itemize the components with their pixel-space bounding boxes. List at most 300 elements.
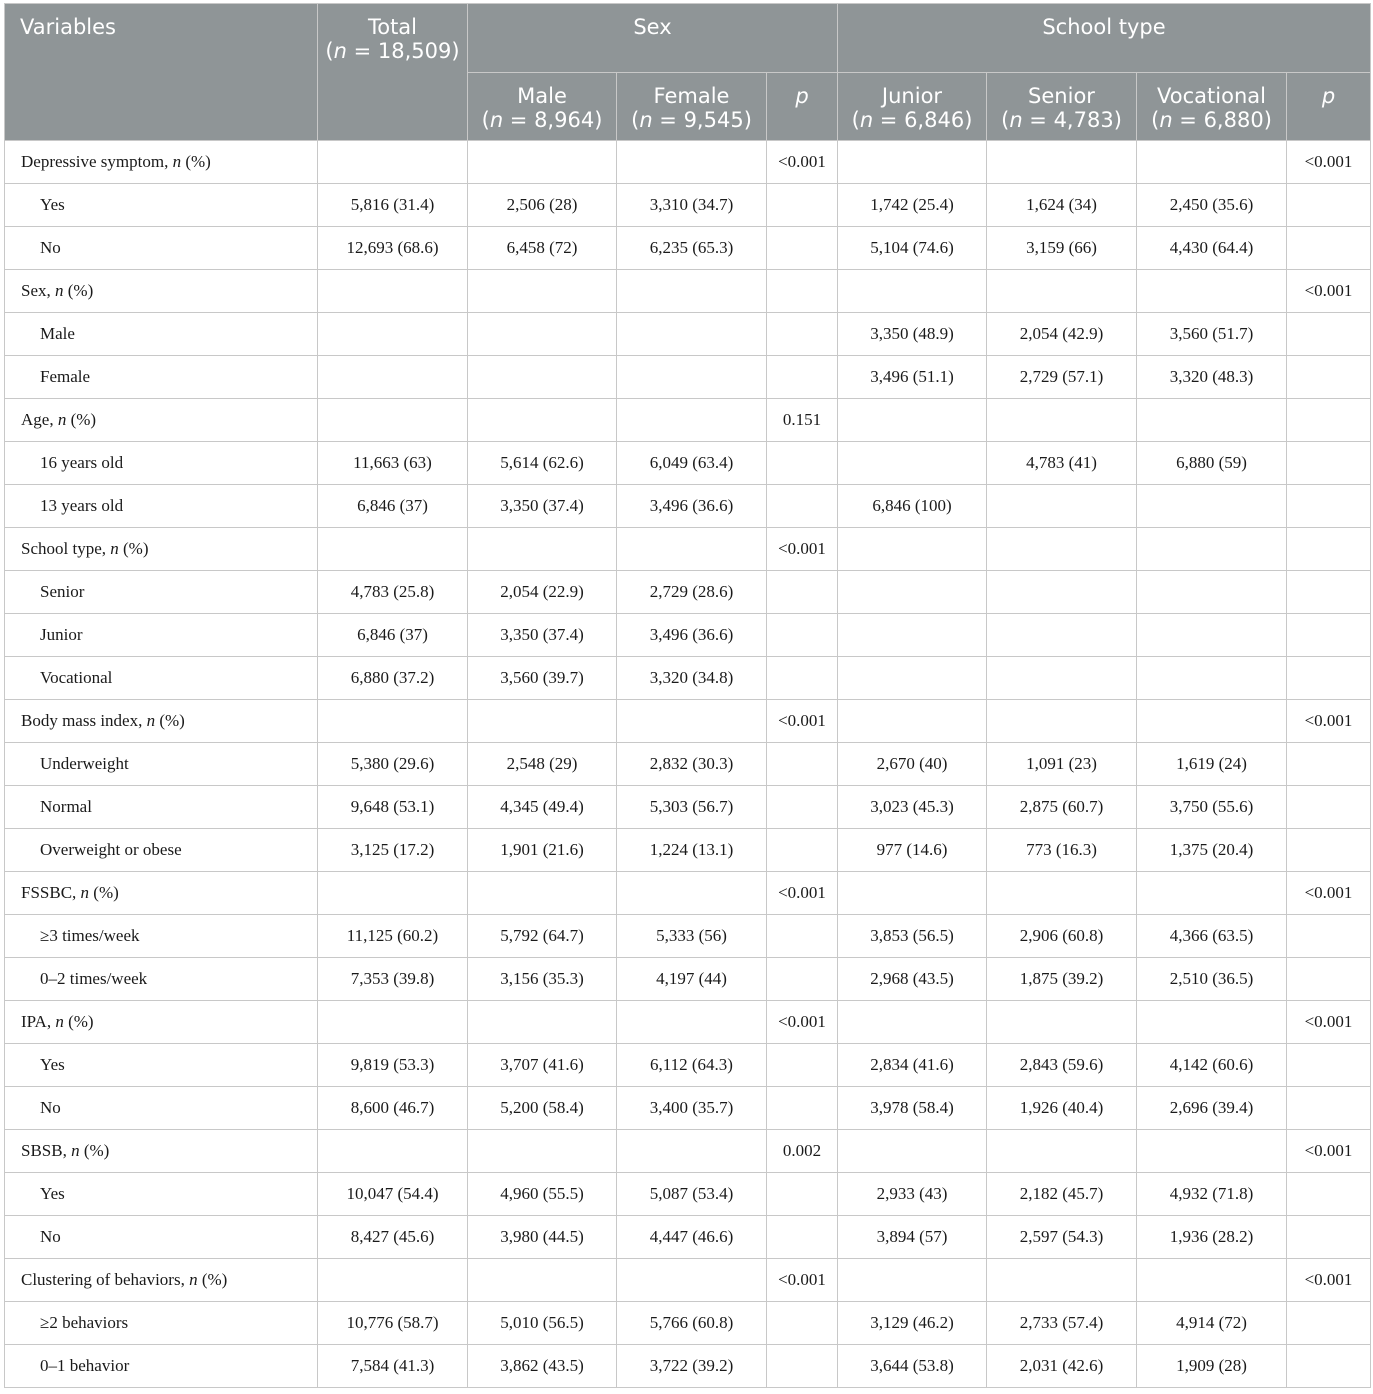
male-cell [468, 356, 617, 399]
senior-cell [987, 614, 1137, 657]
school-p-cell [1287, 313, 1371, 356]
male-cell: 3,560 (39.7) [468, 657, 617, 700]
table-row [5, 915, 1371, 958]
vocational-cell: 2,696 (39.4) [1137, 1087, 1287, 1130]
junior-cell: 6,846 (100) [838, 485, 987, 528]
sex-p-cell [767, 571, 838, 614]
vocational-cell: 1,375 (20.4) [1137, 829, 1287, 872]
junior-cell [838, 528, 987, 571]
senior-cell [987, 528, 1137, 571]
table-row [5, 657, 1371, 700]
senior-cell: 2,597 (54.3) [987, 1216, 1137, 1259]
vocational-cell: 6,880 (59) [1137, 442, 1287, 485]
total-cell: 4,783 (25.8) [318, 571, 468, 614]
male-cell [468, 141, 617, 184]
vocational-cell [1137, 399, 1287, 442]
school-p-cell [1287, 227, 1371, 270]
female-cell: 4,447 (46.6) [617, 1216, 767, 1259]
sex-group-header: Sex [468, 4, 838, 73]
variable-label: Junior [5, 614, 318, 657]
sex-p-cell [767, 485, 838, 528]
sex-p-cell [767, 1345, 838, 1388]
female-cell: 3,320 (34.8) [617, 657, 767, 700]
sex-p-cell [767, 1173, 838, 1216]
table-row [5, 1087, 1371, 1130]
female-cell [617, 700, 767, 743]
male-label: Male [517, 84, 567, 108]
school-p-cell [1287, 743, 1371, 786]
school-p-cell [1287, 442, 1371, 485]
table-header [5, 4, 1371, 141]
junior-cell [838, 399, 987, 442]
table-row [5, 958, 1371, 1001]
male-cell [468, 528, 617, 571]
junior-cell: 3,853 (56.5) [838, 915, 987, 958]
male-header [468, 73, 617, 141]
sex-p-cell: <0.001 [767, 1001, 838, 1044]
male-cell [468, 313, 617, 356]
school-p-cell [1287, 1216, 1371, 1259]
senior-cell: 1,926 (40.4) [987, 1087, 1137, 1130]
female-cell [617, 141, 767, 184]
sex-p-cell: <0.001 [767, 1259, 838, 1302]
variable-label: IPA, n (%) [5, 1001, 318, 1044]
female-cell: 3,496 (36.6) [617, 485, 767, 528]
vocational-cell [1137, 614, 1287, 657]
table-row [5, 1345, 1371, 1388]
sex-p-cell [767, 915, 838, 958]
table-row [5, 786, 1371, 829]
total-cell [318, 700, 468, 743]
female-cell: 3,722 (39.2) [617, 1345, 767, 1388]
vocational-cell: 3,560 (51.7) [1137, 313, 1287, 356]
vocational-n: (n = 6,880) [1151, 108, 1272, 132]
total-cell: 7,353 (39.8) [318, 958, 468, 1001]
senior-cell: 773 (16.3) [987, 829, 1137, 872]
male-cell: 4,345 (49.4) [468, 786, 617, 829]
male-cell [468, 1001, 617, 1044]
vocational-cell: 4,430 (64.4) [1137, 227, 1287, 270]
senior-cell [987, 1259, 1137, 1302]
female-cell [617, 1130, 767, 1173]
female-cell [617, 872, 767, 915]
vocational-cell [1137, 700, 1287, 743]
female-cell [617, 1259, 767, 1302]
total-cell: 10,776 (58.7) [318, 1302, 468, 1345]
vocational-cell [1137, 657, 1287, 700]
school-p-cell [1287, 571, 1371, 614]
sex-p-cell [767, 1302, 838, 1345]
female-cell: 4,197 (44) [617, 958, 767, 1001]
sex-p-cell [767, 1044, 838, 1087]
female-cell: 2,729 (28.6) [617, 571, 767, 614]
junior-cell: 2,968 (43.5) [838, 958, 987, 1001]
table-row [5, 227, 1371, 270]
total-cell [318, 270, 468, 313]
variable-label: Yes [5, 1044, 318, 1087]
school-p-cell: <0.001 [1287, 700, 1371, 743]
junior-cell [838, 1259, 987, 1302]
total-cell: 7,584 (41.3) [318, 1345, 468, 1388]
male-cell: 2,548 (29) [468, 743, 617, 786]
senior-cell: 2,031 (42.6) [987, 1345, 1137, 1388]
vocational-cell: 4,366 (63.5) [1137, 915, 1287, 958]
male-cell: 5,010 (56.5) [468, 1302, 617, 1345]
junior-cell: 2,834 (41.6) [838, 1044, 987, 1087]
senior-cell [987, 1130, 1137, 1173]
school-p-cell: <0.001 [1287, 1130, 1371, 1173]
table-row [5, 313, 1371, 356]
total-cell [318, 1001, 468, 1044]
sex-p-cell [767, 743, 838, 786]
female-cell: 5,766 (60.8) [617, 1302, 767, 1345]
total-label: Total [367, 15, 418, 39]
male-n: (n = 8,964) [481, 108, 603, 132]
sex-p-cell: <0.001 [767, 872, 838, 915]
variable-label: 0–1 behavior [5, 1345, 318, 1388]
junior-label: Junior [881, 84, 943, 108]
variable-label: Overweight or obese [5, 829, 318, 872]
school-p-cell [1287, 184, 1371, 227]
vocational-cell: 1,909 (28) [1137, 1345, 1287, 1388]
sex-p-cell [767, 958, 838, 1001]
junior-cell: 2,670 (40) [838, 743, 987, 786]
senior-cell: 4,783 (41) [987, 442, 1137, 485]
total-cell: 6,846 (37) [318, 485, 468, 528]
total-cell: 9,648 (53.1) [318, 786, 468, 829]
senior-cell: 3,159 (66) [987, 227, 1137, 270]
category-row [5, 1259, 1371, 1302]
male-cell [468, 700, 617, 743]
table-row [5, 829, 1371, 872]
variable-label: 16 years old [5, 442, 318, 485]
vocational-cell [1137, 1130, 1287, 1173]
variable-label: Yes [5, 1173, 318, 1216]
female-cell: 1,224 (13.1) [617, 829, 767, 872]
sex-p-cell [767, 270, 838, 313]
senior-cell: 2,729 (57.1) [987, 356, 1137, 399]
male-cell [468, 872, 617, 915]
variable-label: Underweight [5, 743, 318, 786]
variable-label: No [5, 227, 318, 270]
school-p-header: p [1287, 73, 1371, 141]
sex-p-header: p [767, 73, 838, 141]
female-cell: 6,235 (65.3) [617, 227, 767, 270]
table-row [5, 1044, 1371, 1087]
male-cell: 2,054 (22.9) [468, 571, 617, 614]
category-row [5, 399, 1371, 442]
sex-p-cell: <0.001 [767, 141, 838, 184]
data-table [4, 3, 1371, 1388]
school-p-cell: <0.001 [1287, 1259, 1371, 1302]
vocational-cell [1137, 1259, 1287, 1302]
table-row [5, 485, 1371, 528]
vocational-cell: 1,619 (24) [1137, 743, 1287, 786]
sex-p-cell [767, 657, 838, 700]
senior-n: (n = 4,783) [1001, 108, 1122, 132]
senior-cell: 1,875 (39.2) [987, 958, 1137, 1001]
senior-cell: 1,624 (34) [987, 184, 1137, 227]
variable-label: Senior [5, 571, 318, 614]
variable-label: Male [5, 313, 318, 356]
table-row [5, 184, 1371, 227]
vocational-header [1137, 73, 1287, 141]
senior-cell [987, 657, 1137, 700]
senior-cell [987, 485, 1137, 528]
school-p-cell [1287, 399, 1371, 442]
sex-p-cell [767, 356, 838, 399]
school-p-cell [1287, 915, 1371, 958]
sex-p-cell: 0.002 [767, 1130, 838, 1173]
sex-p-cell [767, 1087, 838, 1130]
vocational-cell [1137, 1001, 1287, 1044]
variable-label: School type, n (%) [5, 528, 318, 571]
female-label: Female [653, 84, 730, 108]
category-row [5, 141, 1371, 184]
table-row [5, 743, 1371, 786]
variable-label: Age, n (%) [5, 399, 318, 442]
school-p-cell [1287, 356, 1371, 399]
male-cell [468, 1259, 617, 1302]
female-cell [617, 528, 767, 571]
junior-cell [838, 872, 987, 915]
total-cell: 3,125 (17.2) [318, 829, 468, 872]
vocational-cell [1137, 485, 1287, 528]
table-row [5, 1216, 1371, 1259]
junior-cell: 3,978 (58.4) [838, 1087, 987, 1130]
junior-cell: 977 (14.6) [838, 829, 987, 872]
vocational-cell: 2,510 (36.5) [1137, 958, 1287, 1001]
senior-cell [987, 700, 1137, 743]
male-cell: 6,458 (72) [468, 227, 617, 270]
total-cell: 11,663 (63) [318, 442, 468, 485]
vocational-cell: 4,914 (72) [1137, 1302, 1287, 1345]
total-cell: 10,047 (54.4) [318, 1173, 468, 1216]
female-cell: 3,496 (36.6) [617, 614, 767, 657]
female-cell [617, 399, 767, 442]
vocational-label: Vocational [1157, 84, 1266, 108]
variable-label: Clustering of behaviors, n (%) [5, 1259, 318, 1302]
total-cell [318, 356, 468, 399]
junior-header [838, 73, 987, 141]
sex-p-cell [767, 614, 838, 657]
table-row [5, 442, 1371, 485]
senior-cell [987, 399, 1137, 442]
total-cell: 8,427 (45.6) [318, 1216, 468, 1259]
junior-cell: 3,894 (57) [838, 1216, 987, 1259]
school-p-cell [1287, 1302, 1371, 1345]
female-cell: 2,832 (30.3) [617, 743, 767, 786]
vocational-cell: 4,932 (71.8) [1137, 1173, 1287, 1216]
senior-cell: 2,843 (59.6) [987, 1044, 1137, 1087]
senior-label: Senior [1028, 84, 1095, 108]
senior-cell [987, 270, 1137, 313]
school-p-cell: <0.001 [1287, 141, 1371, 184]
sex-p-cell [767, 1216, 838, 1259]
total-cell: 12,693 (68.6) [318, 227, 468, 270]
female-cell: 6,049 (63.4) [617, 442, 767, 485]
variable-label: 0–2 times/week [5, 958, 318, 1001]
category-row [5, 872, 1371, 915]
school-p-cell [1287, 958, 1371, 1001]
total-cell: 5,380 (29.6) [318, 743, 468, 786]
senior-cell: 2,054 (42.9) [987, 313, 1137, 356]
vocational-cell: 4,142 (60.6) [1137, 1044, 1287, 1087]
variable-label: No [5, 1216, 318, 1259]
table-row [5, 356, 1371, 399]
junior-cell: 5,104 (74.6) [838, 227, 987, 270]
total-cell: 5,816 (31.4) [318, 184, 468, 227]
school-p-cell: <0.001 [1287, 872, 1371, 915]
table-body [5, 141, 1371, 1388]
vocational-cell: 3,750 (55.6) [1137, 786, 1287, 829]
table-row [5, 571, 1371, 614]
school-p-cell [1287, 657, 1371, 700]
total-cell [318, 313, 468, 356]
female-cell: 6,112 (64.3) [617, 1044, 767, 1087]
sex-p-cell [767, 442, 838, 485]
junior-cell [838, 270, 987, 313]
senior-cell [987, 872, 1137, 915]
vocational-cell [1137, 141, 1287, 184]
senior-cell: 2,733 (57.4) [987, 1302, 1137, 1345]
sex-p-cell: <0.001 [767, 528, 838, 571]
female-cell: 3,400 (35.7) [617, 1087, 767, 1130]
school-p-cell [1287, 829, 1371, 872]
junior-cell [838, 657, 987, 700]
variable-label: Female [5, 356, 318, 399]
school-p-cell [1287, 528, 1371, 571]
male-cell: 5,792 (64.7) [468, 915, 617, 958]
variable-label: Vocational [5, 657, 318, 700]
category-row [5, 1130, 1371, 1173]
senior-cell: 2,906 (60.8) [987, 915, 1137, 958]
total-cell [318, 1130, 468, 1173]
senior-header [987, 73, 1137, 141]
total-cell: 6,880 (37.2) [318, 657, 468, 700]
male-cell [468, 399, 617, 442]
vocational-cell [1137, 571, 1287, 614]
sex-p-cell [767, 227, 838, 270]
variable-label: No [5, 1087, 318, 1130]
total-cell: 8,600 (46.7) [318, 1087, 468, 1130]
vocational-cell: 3,320 (48.3) [1137, 356, 1287, 399]
sex-p-cell: 0.151 [767, 399, 838, 442]
junior-cell: 1,742 (25.4) [838, 184, 987, 227]
male-cell [468, 1130, 617, 1173]
variable-label: Body mass index, n (%) [5, 700, 318, 743]
school-p-cell: <0.001 [1287, 270, 1371, 313]
school-p-cell [1287, 614, 1371, 657]
sex-p-cell [767, 313, 838, 356]
variable-label: ≥2 behaviors [5, 1302, 318, 1345]
senior-cell [987, 571, 1137, 614]
female-header [617, 73, 767, 141]
male-cell: 1,901 (21.6) [468, 829, 617, 872]
junior-cell: 3,350 (48.9) [838, 313, 987, 356]
school-p-cell [1287, 485, 1371, 528]
sex-p-cell: <0.001 [767, 700, 838, 743]
male-cell: 5,614 (62.6) [468, 442, 617, 485]
vocational-cell: 1,936 (28.2) [1137, 1216, 1287, 1259]
variable-label: Depressive symptom, n (%) [5, 141, 318, 184]
variable-label: Sex, n (%) [5, 270, 318, 313]
junior-cell: 3,496 (51.1) [838, 356, 987, 399]
female-cell [617, 356, 767, 399]
junior-cell: 3,644 (53.8) [838, 1345, 987, 1388]
male-cell: 2,506 (28) [468, 184, 617, 227]
school-p-cell [1287, 1345, 1371, 1388]
variables-header: Variables [5, 4, 318, 141]
female-cell: 5,087 (53.4) [617, 1173, 767, 1216]
total-header [318, 4, 468, 141]
variable-label: Yes [5, 184, 318, 227]
female-cell [617, 313, 767, 356]
male-cell [468, 270, 617, 313]
total-cell: 11,125 (60.2) [318, 915, 468, 958]
senior-cell: 2,875 (60.7) [987, 786, 1137, 829]
junior-cell: 3,129 (46.2) [838, 1302, 987, 1345]
junior-cell [838, 1130, 987, 1173]
junior-n: (n = 6,846) [851, 108, 973, 132]
male-cell: 3,707 (41.6) [468, 1044, 617, 1087]
variable-label: FSSBC, n (%) [5, 872, 318, 915]
junior-cell: 2,933 (43) [838, 1173, 987, 1216]
junior-cell [838, 571, 987, 614]
table-row [5, 1173, 1371, 1216]
female-n: (n = 9,545) [631, 108, 752, 132]
male-cell: 5,200 (58.4) [468, 1087, 617, 1130]
senior-cell [987, 1001, 1137, 1044]
total-cell [318, 872, 468, 915]
category-row [5, 700, 1371, 743]
male-cell: 3,350 (37.4) [468, 614, 617, 657]
school-p-cell [1287, 1173, 1371, 1216]
junior-cell [838, 614, 987, 657]
school-p-cell [1287, 1044, 1371, 1087]
female-cell [617, 1001, 767, 1044]
male-cell: 3,156 (35.3) [468, 958, 617, 1001]
female-cell: 5,333 (56) [617, 915, 767, 958]
school-type-group-header: School type [838, 4, 1371, 73]
total-cell [318, 141, 468, 184]
school-p-cell [1287, 786, 1371, 829]
variable-label: SBSB, n (%) [5, 1130, 318, 1173]
total-cell: 6,846 (37) [318, 614, 468, 657]
vocational-cell [1137, 270, 1287, 313]
vocational-cell [1137, 528, 1287, 571]
junior-cell: 3,023 (45.3) [838, 786, 987, 829]
female-cell: 3,310 (34.7) [617, 184, 767, 227]
total-cell: 9,819 (53.3) [318, 1044, 468, 1087]
total-cell [318, 399, 468, 442]
junior-cell [838, 442, 987, 485]
vocational-cell [1137, 872, 1287, 915]
female-cell: 5,303 (56.7) [617, 786, 767, 829]
male-cell: 4,960 (55.5) [468, 1173, 617, 1216]
variable-label: 13 years old [5, 485, 318, 528]
junior-cell [838, 1001, 987, 1044]
total-cell [318, 528, 468, 571]
category-row [5, 1001, 1371, 1044]
sex-p-cell [767, 829, 838, 872]
sex-p-cell [767, 184, 838, 227]
male-cell: 3,862 (43.5) [468, 1345, 617, 1388]
junior-cell [838, 141, 987, 184]
category-row [5, 270, 1371, 313]
vocational-cell: 2,450 (35.6) [1137, 184, 1287, 227]
male-cell: 3,980 (44.5) [468, 1216, 617, 1259]
